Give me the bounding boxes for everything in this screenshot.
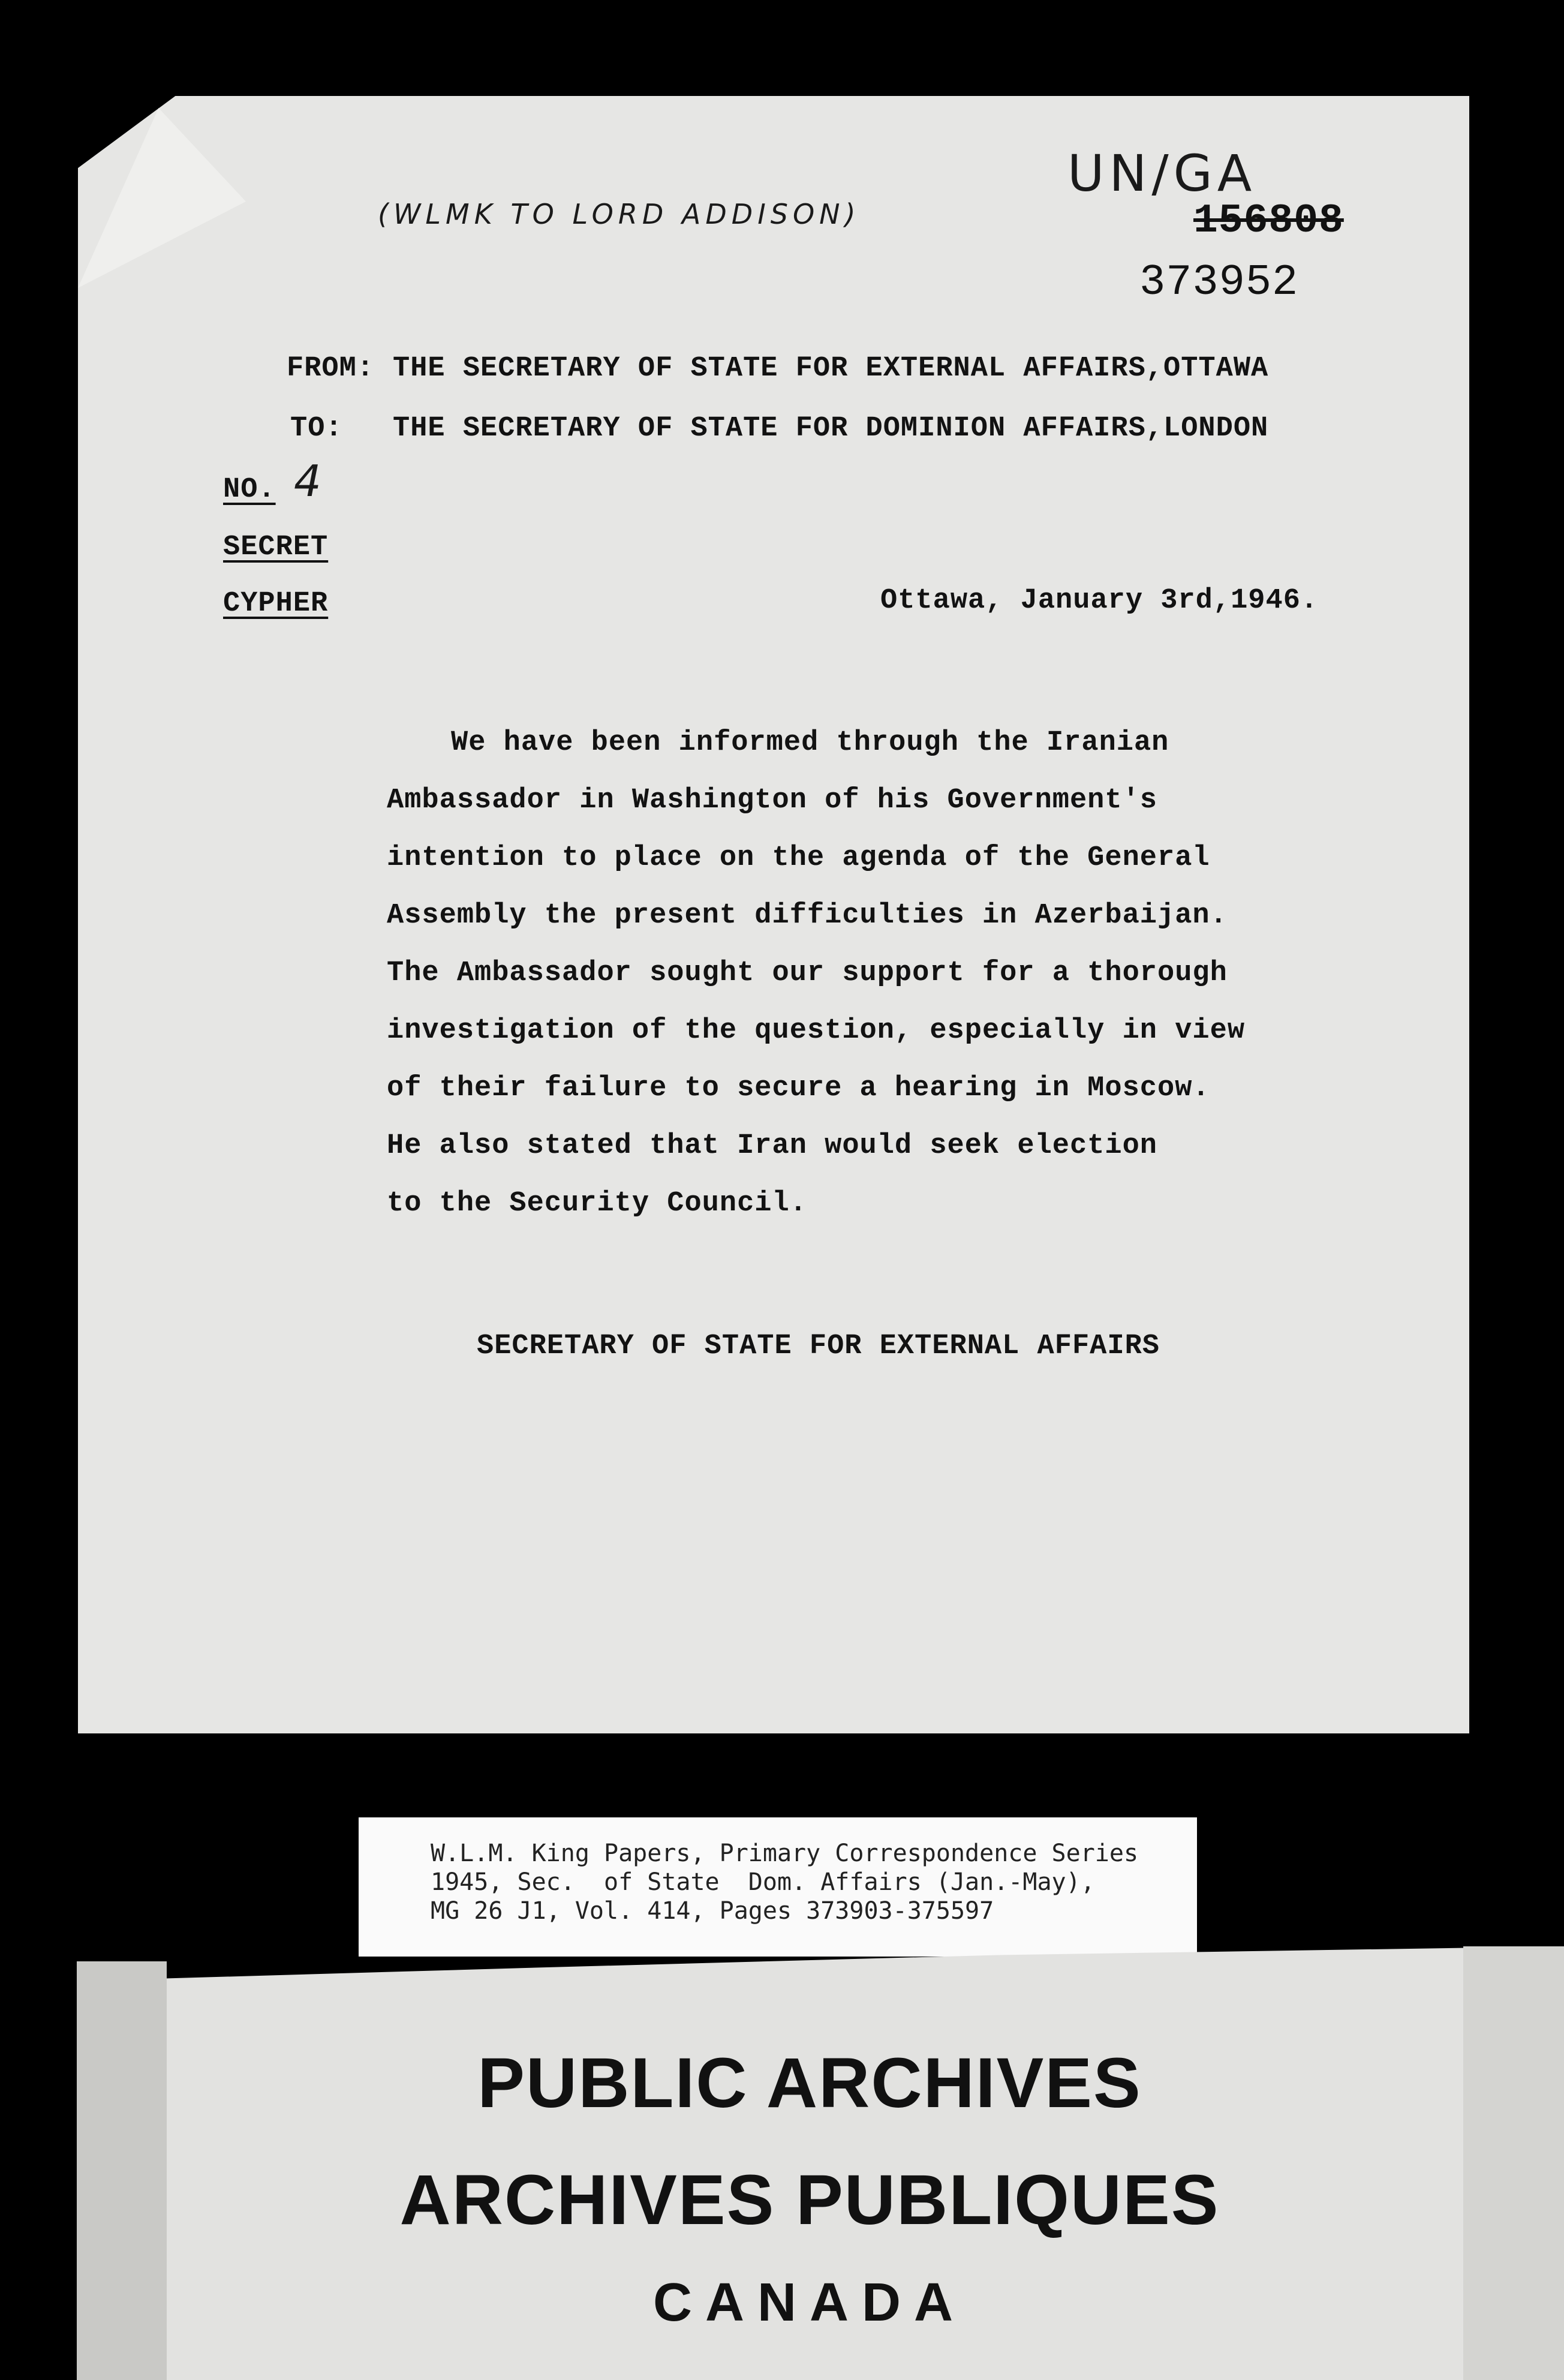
- archives-line-2: ARCHIVES PUBLIQUES: [399, 2160, 1220, 2240]
- to-label: TO:: [290, 413, 343, 444]
- citation-label: [359, 1817, 1197, 1957]
- document-number: 373952: [1139, 258, 1299, 307]
- archives-line-3: CANADA: [653, 2273, 966, 2333]
- body-line: intention to place on the agenda of the General: [387, 842, 1210, 874]
- number-label: NO.: [223, 474, 276, 506]
- citation-line-1: W.L.M. King Papers, Primary Correspondence Series: [431, 1840, 1139, 1867]
- citation-line-2: 1945, Sec. of State Dom. Affairs (Jan.-May),: [431, 1868, 1095, 1896]
- citation-text: [431, 1839, 1138, 1925]
- to-value: THE SECRETARY OF STATE FOR DOMINION AFFAIRS,LONDON: [393, 413, 1269, 444]
- struck-number: 156808: [1193, 198, 1344, 244]
- body-line: of their failure to secure a hearing in Moscow.: [387, 1072, 1210, 1104]
- classification: SECRET: [223, 531, 329, 563]
- from-label: FROM:: [287, 353, 375, 384]
- dateline: Ottawa, January 3rd,1946.: [880, 585, 1319, 617]
- archives-line-1: PUBLIC ARCHIVES: [477, 2044, 1142, 2123]
- body-line: We have been informed through the Iranian: [451, 727, 1169, 759]
- body-line: Assembly the present difficulties in Azerbaijan.: [387, 900, 1228, 931]
- body-line: Ambassador in Washington of his Government's: [387, 785, 1158, 816]
- from-value: THE SECRETARY OF STATE FOR EXTERNAL AFFAIRS,OTTAWA: [393, 353, 1269, 384]
- banner-left-edge: [77, 1961, 167, 2380]
- transmission-method: CYPHER: [223, 588, 329, 620]
- number-value: 4: [294, 456, 326, 506]
- body-line: The Ambassador sought our support for a thorough: [387, 957, 1228, 989]
- body-line: He also stated that Iran would seek election: [387, 1130, 1158, 1162]
- banner-right-edge: [1463, 1946, 1564, 2380]
- body-line: to the Security Council.: [387, 1188, 807, 1219]
- handwritten-note: (WLMK TO LORD ADDISON): [378, 198, 861, 230]
- signature: SECRETARY OF STATE FOR EXTERNAL AFFAIRS: [477, 1330, 1160, 1362]
- body-line: investigation of the question, especially in view: [387, 1015, 1246, 1047]
- citation-line-3: MG 26 J1, Vol. 414, Pages 373903-375597: [431, 1897, 994, 1925]
- handwritten-file-code: UN/GA: [1067, 144, 1257, 203]
